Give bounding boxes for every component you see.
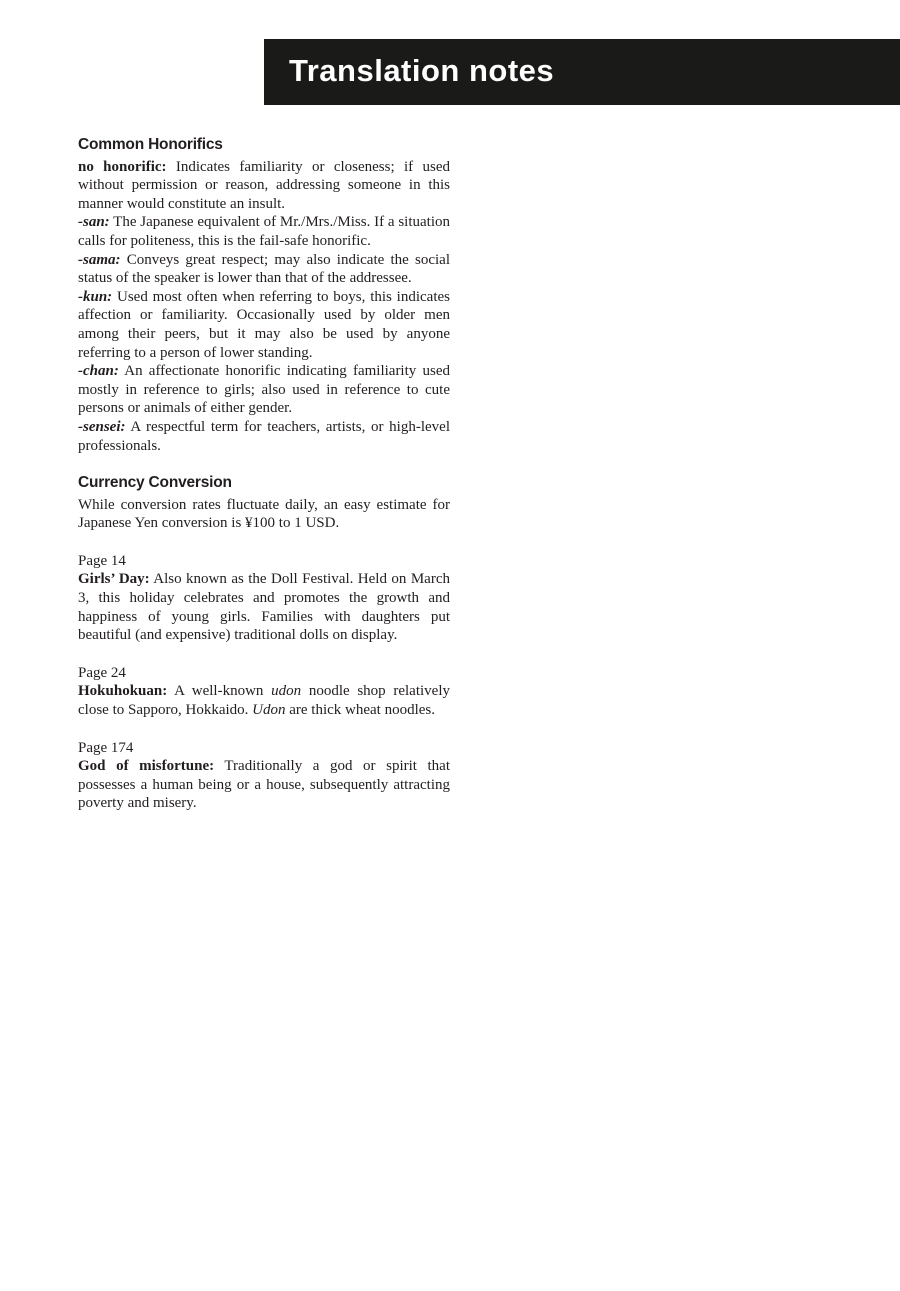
note-definition: A well-known xyxy=(167,683,272,700)
honorific-entry xyxy=(78,288,450,362)
italic-word: udon xyxy=(271,683,302,700)
italic-word: Udon xyxy=(252,702,286,719)
section-currency-conversion xyxy=(78,474,450,533)
note-page-174 xyxy=(78,739,450,813)
page-reference: Page 14 xyxy=(78,552,126,569)
note-text xyxy=(78,570,450,644)
honorific-entry xyxy=(78,418,450,455)
note-text xyxy=(78,682,450,719)
honorific-term: -kun: xyxy=(78,288,113,305)
page-reference: Page 174 xyxy=(78,739,134,756)
honorific-entry xyxy=(78,158,450,214)
note-term: Hokuhokuan: xyxy=(78,683,168,700)
note-page-14 xyxy=(78,552,450,645)
section-heading: Common Honorifics xyxy=(78,136,223,153)
section-heading: Currency Conversion xyxy=(78,474,232,492)
page-title: Translation notes xyxy=(289,52,555,88)
honorific-term: -sama: xyxy=(78,251,121,268)
note-definition: are thick wheat noodles. xyxy=(285,702,436,719)
honorific-definition: Indicates familiarity or closeness; if used without permission or reason, addressing someone in this manner would constitute an insult. xyxy=(78,158,450,212)
note-text xyxy=(78,757,450,813)
honorific-definition: A respectful term for teachers, artists, or high-level professionals. xyxy=(78,418,450,454)
note-page-24 xyxy=(78,664,450,720)
honorific-term: no honorific: xyxy=(78,158,167,175)
currency-text: While conversion rates fluctuate daily, an easy estimate for Japanese Yen conversion is ¥100 to 1 USD. xyxy=(78,496,450,532)
section-common-honorifics xyxy=(78,136,450,455)
honorific-definition: Used most often when referring to boys, this indicates affection or familiarity. Occasionally used by older men among their peers, but it may also be used by anyone referring to a person of lower standing. xyxy=(78,288,450,361)
honorific-term: -chan: xyxy=(78,363,119,380)
honorific-definition: Conveys great respect; may also indicate the social status of the speaker is lower than that of the addressee. xyxy=(78,251,450,287)
note-term: God of misfortune: xyxy=(78,758,215,775)
chapter-title-bar xyxy=(264,39,900,105)
note-definition: Also known as the Doll Festival. Held on March 3, this holiday celebrates and promotes the growth and happiness of young girls. Families with daughters put beautiful (and expensive) traditional dolls on display. xyxy=(78,571,450,644)
honorific-term: -san: xyxy=(78,214,110,231)
page-reference: Page 24 xyxy=(78,664,126,681)
note-definition: Traditionally a god or spirit that possesses a human being or a house, subsequently attracting poverty and misery. xyxy=(78,758,450,812)
honorific-term: -sensei: xyxy=(78,418,126,435)
note-definition: noodle shop relatively close to Sapporo, Hokkaido. xyxy=(78,683,450,719)
honorific-definition: The Japanese equivalent of Mr./Mrs./Miss. If a situation calls for politeness, this is the fail-safe honorific. xyxy=(78,214,450,249)
honorific-entry xyxy=(78,251,450,288)
text-column xyxy=(78,136,450,832)
honorific-entry xyxy=(78,213,450,250)
honorific-entry xyxy=(78,362,450,418)
note-term: Girls’ Day: xyxy=(78,571,150,588)
honorific-definition: An affectionate honorific indicating familiarity used mostly in reference to girls; also used in reference to cute persons or animals of either gender. xyxy=(78,363,450,417)
